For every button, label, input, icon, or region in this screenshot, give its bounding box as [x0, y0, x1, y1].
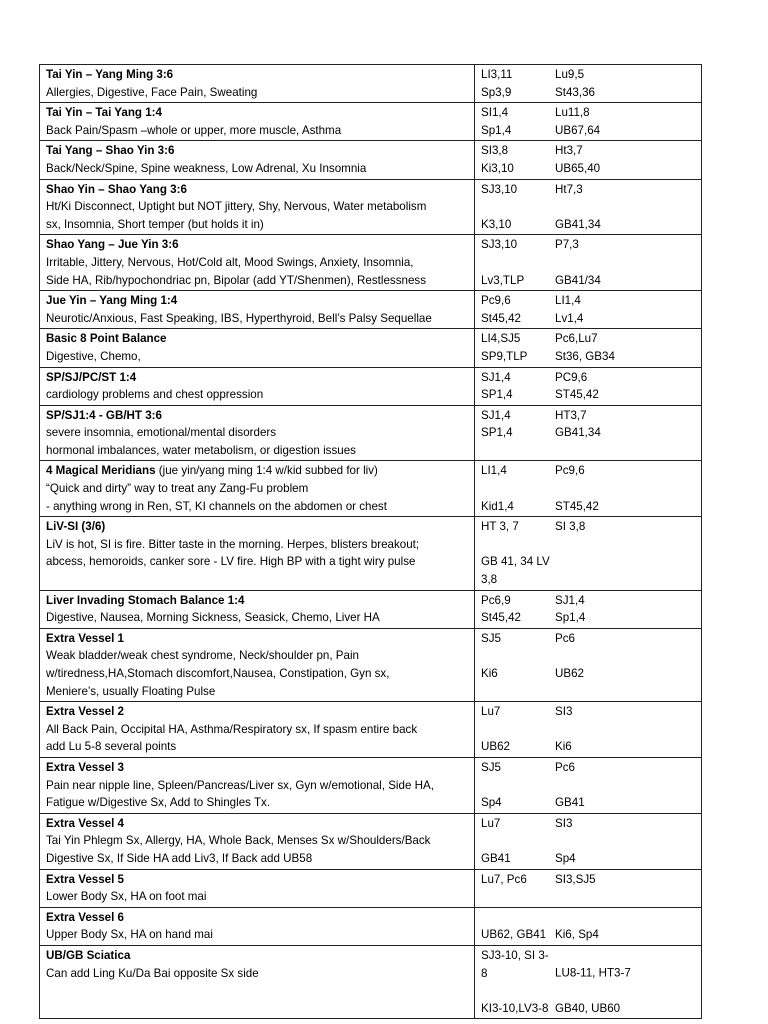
point-line: [481, 536, 696, 554]
acupoint-text: SJ5: [481, 631, 501, 645]
acupoint-text: GB41/34: [555, 273, 601, 287]
points-cell: [475, 291, 702, 329]
balance-title: [46, 592, 469, 610]
acupoint-text: Lu7, Pc6: [481, 872, 527, 886]
symptom-line: Fatigue w/Digestive Sx, Add to Shingles Tx.: [46, 796, 271, 810]
acupoint-text: Lu7: [481, 816, 501, 830]
points-cell: [475, 329, 702, 367]
symptom-line: Meniere’s, usually Floating Pulse: [46, 684, 216, 698]
table-row: [40, 141, 702, 179]
balance-name: Tai Yin – Yang Ming 3:6: [46, 68, 174, 81]
acupoint-text: SJ1,4: [481, 408, 511, 422]
acupoint-text: Pc9,6: [555, 464, 585, 478]
point-line: [481, 553, 696, 588]
point-line: [481, 424, 696, 442]
point-line: [481, 198, 696, 216]
acupoint-text: Ki6: [555, 740, 572, 754]
condition-cell: [40, 291, 475, 329]
balance-title: [46, 462, 469, 480]
balance-name: 4 Magical Meridians: [46, 464, 156, 478]
point-line: [481, 832, 696, 850]
acupoint-text: SJ1,4: [481, 370, 511, 384]
table-row: [40, 907, 702, 945]
symptom-line: Lower Body Sx, HA on foot mai: [46, 890, 207, 904]
point-line: [481, 609, 696, 627]
point-line: [481, 254, 696, 272]
point-line: [481, 592, 696, 610]
point-line: [481, 292, 696, 310]
points-cell: [475, 869, 702, 907]
condition-cell: [40, 103, 475, 141]
acupoint-text: SJ3,10: [481, 182, 518, 196]
acupoint-text: Pc6: [555, 760, 575, 774]
balance-title: [46, 104, 469, 122]
acupoint-text: LU8-11, HT3-7: [555, 966, 631, 980]
acupoint-text: SI3: [555, 705, 573, 719]
condition-cell: [40, 235, 475, 291]
table-row: [40, 945, 702, 1018]
acupoint-text: UB62: [555, 667, 585, 680]
table-row: [40, 103, 702, 141]
table-row: [40, 461, 702, 517]
point-line: [481, 1000, 696, 1018]
condition-cell: [40, 590, 475, 628]
acupoint-text: UB62, GB41: [481, 928, 547, 942]
acupoint-text: SP9,TLP: [481, 349, 528, 363]
table-row: [40, 517, 702, 590]
acupoint-text: St45,42: [481, 311, 521, 325]
condition-cell: [40, 141, 475, 179]
condition-cell: [40, 329, 475, 367]
symptom-line: All Back Pain, Occipital HA, Asthma/Respiratory sx, If spasm entire back: [46, 722, 418, 736]
balance-title: [46, 815, 469, 833]
points-cell: [475, 461, 702, 517]
condition-cell: [40, 65, 475, 103]
acupoint-text: GB41,34: [555, 426, 601, 440]
acupoint-text: ST45,42: [555, 499, 599, 513]
balance-name: Extra Vessel 2: [46, 705, 124, 719]
symptom-line: abcess, hemoroids, canker sore - LV fire. High BP with a tight wiry pulse: [46, 555, 416, 569]
point-line: [481, 871, 696, 889]
symptom-line: Ht/Ki Disconnect, Uptight but NOT jittery, Shy, Nervous, Water metabolism: [46, 200, 427, 214]
point-line: [481, 104, 696, 122]
point-line: [481, 160, 696, 178]
point-line: [481, 84, 696, 102]
point-line: [481, 216, 696, 234]
points-cell: [475, 945, 702, 1018]
points-cell: [475, 702, 702, 758]
balance-title: [46, 630, 469, 648]
acupoint-text: GB 41, 34 LV 3,8: [481, 555, 550, 587]
point-line: [481, 142, 696, 160]
symptom-line: Digestive, Chemo,: [46, 349, 141, 363]
balance-title: [46, 369, 469, 387]
symptom-line: - anything wrong in Ren, ST, KI channels on the abdomen or chest: [46, 499, 387, 513]
symptom-line: LiV is hot, SI is fire. Bitter taste in the morning. Herpes, blisters breakout;: [46, 537, 420, 551]
balance-name: Extra Vessel 5: [46, 872, 124, 886]
balance-name: UB/GB Sciatica: [46, 948, 131, 962]
balance-name: SP/SJ/PC/ST 1:4: [46, 370, 137, 384]
acupoint-text: K3,10: [481, 217, 512, 231]
symptom-line: sx, Insomnia, Short temper (but holds it in): [46, 217, 264, 231]
balance-title: [46, 330, 469, 348]
symptom-line: Tai Yin Phlegm Sx, Allergy, HA, Whole Back, Menses Sx w/Shoulders/Back: [46, 834, 431, 848]
acupoint-text: LI1,4: [481, 464, 507, 478]
point-line: [481, 369, 696, 387]
acupoint-text: St43,36: [555, 85, 595, 99]
symptom-line: Neurotic/Anxious, Fast Speaking, IBS, Hyperthyroid, Bell’s Palsy Sequellae: [46, 311, 432, 325]
acupoint-text: Sp1,4: [555, 611, 586, 625]
balance-name: LiV-SI (3/6): [46, 520, 106, 534]
balance-title: [46, 142, 469, 160]
points-cell: [475, 179, 702, 235]
point-line: [481, 815, 696, 833]
table-row: [40, 405, 702, 461]
acupoint-text: Ki3,10: [481, 161, 514, 175]
table-row: [40, 869, 702, 907]
points-cell: [475, 907, 702, 945]
points-cell: [475, 103, 702, 141]
balance-name: Tai Yang – Shao Yin 3:6: [46, 144, 175, 158]
point-line: [481, 982, 696, 1000]
acupoint-text: LI1,4: [555, 294, 581, 308]
balance-name: Shao Yin – Shao Yang 3:6: [46, 182, 187, 196]
symptom-line: hormonal imbalances, water metabolism, or digestion issues: [46, 443, 356, 457]
points-cell: [475, 141, 702, 179]
point-line: [481, 759, 696, 777]
acupoint-text: GB41,34: [555, 217, 601, 231]
symptom-line: Irritable, Jittery, Nervous, Hot/Cold alt, Mood Swings, Anxiety, Insomnia,: [46, 255, 414, 269]
point-line: [481, 909, 696, 927]
acupuncture-balance-table: [39, 64, 702, 1019]
acupoint-text: Ht7,3: [555, 182, 583, 196]
balance-name: Extra Vessel 3: [46, 760, 124, 774]
balance-title: [46, 871, 469, 889]
points-cell: [475, 235, 702, 291]
balance-title: [46, 181, 469, 199]
acupoint-text: SI3,8: [481, 144, 509, 158]
point-line: [481, 181, 696, 199]
point-line: [481, 630, 696, 648]
balance-name: Shao Yang – Jue Yin 3:6: [46, 238, 179, 252]
symptom-line: Upper Body Sx, HA on hand mai: [46, 928, 213, 942]
symptom-line: Can add Ling Ku/Da Bai opposite Sx side: [46, 966, 259, 980]
acupoint-text: HT 3, 7: [481, 520, 519, 534]
point-line: [481, 777, 696, 795]
point-line: [481, 518, 696, 536]
balance-title: [46, 759, 469, 777]
symptom-line: severe insomnia, emotional/mental disorders: [46, 426, 277, 440]
acupoint-text: Kid1,4: [481, 499, 514, 513]
point-line: [481, 236, 696, 254]
acupoint-text: SP1,4: [481, 426, 513, 440]
point-line: [481, 947, 696, 982]
balance-title: [46, 236, 469, 254]
balance-title: [46, 518, 469, 536]
points-cell: [475, 65, 702, 103]
acupoint-text: ST45,42: [555, 388, 599, 402]
point-line: [481, 738, 696, 756]
point-line: [481, 122, 696, 140]
acupoint-text: UB65,40: [555, 161, 601, 175]
balance-name: Liver Invading Stomach Balance 1:4: [46, 593, 245, 607]
point-line: [481, 647, 696, 665]
symptom-line: Pain near nipple line, Spleen/Pancreas/Liver sx, Gyn w/emotional, Side HA,: [46, 778, 434, 792]
symptom-line: “Quick and dirty” way to treat any Zang-Fu problem: [46, 482, 309, 496]
point-line: [481, 794, 696, 812]
points-cell: [475, 367, 702, 405]
acupoint-text: SI3: [555, 816, 573, 830]
acupoint-text: GB41: [555, 796, 585, 810]
point-line: [481, 498, 696, 516]
points-cell: [475, 628, 702, 701]
balance-name: Jue Yin – Yang Ming 1:4: [46, 294, 178, 308]
point-line: [481, 66, 696, 84]
point-line: [481, 272, 696, 290]
symptom-line: add Lu 5-8 several points: [46, 740, 177, 754]
point-line: [481, 310, 696, 328]
acupoint-text: SI3,SJ5: [555, 872, 596, 886]
balance-name: Extra Vessel 6: [46, 910, 124, 924]
symptom-line: Back/Neck/Spine, Spine weakness, Low Adrenal, Xu Insomnia: [46, 161, 367, 175]
acupoint-text: UB62: [481, 740, 511, 754]
condition-cell: [40, 702, 475, 758]
acupoint-text: Pc9,6: [481, 294, 511, 308]
table-row: [40, 235, 702, 291]
table-row: [40, 291, 702, 329]
table-row: [40, 179, 702, 235]
balance-title: [46, 947, 469, 965]
point-line: [481, 703, 696, 721]
acupoint-text: Pc6,9: [481, 593, 511, 607]
points-cell: [475, 517, 702, 590]
condition-cell: [40, 757, 475, 813]
acupoint-text: GB41: [481, 851, 511, 865]
acupoint-text: Sp1,4: [481, 123, 512, 137]
table-row: [40, 590, 702, 628]
condition-cell: [40, 367, 475, 405]
acupoint-text: KI3-10,LV3-8: [481, 1001, 549, 1015]
balance-title: [46, 292, 469, 310]
condition-cell: [40, 461, 475, 517]
acupoint-text: SJ3-10, SI 3-8: [481, 948, 549, 980]
acupoint-text: GB40, UB60: [555, 1001, 621, 1015]
points-cell: [475, 757, 702, 813]
table-row: [40, 757, 702, 813]
acupoint-text: Lu7: [481, 705, 501, 719]
balance-name: Basic 8 Point Balance: [46, 332, 167, 346]
point-line: [481, 480, 696, 498]
acupoint-text: Pc6: [555, 631, 575, 645]
table-row: [40, 702, 702, 758]
point-line: [481, 407, 696, 425]
balance-note: (jue yin/yang ming 1:4 w/kid subbed for liv): [158, 464, 378, 478]
condition-cell: [40, 869, 475, 907]
table-row: [40, 65, 702, 103]
symptom-line: w/tiredness,HA,Stomach discomfort,Nausea, Constipation, Gyn sx,: [46, 667, 390, 680]
condition-cell: [40, 907, 475, 945]
acupoint-text: Ki6: [481, 667, 498, 680]
point-line: [481, 850, 696, 868]
point-line: [481, 330, 696, 348]
acupoint-text: Pc6,Lu7: [555, 332, 598, 346]
symptom-line: Digestive Sx, If Side HA add Liv3, If Back add UB58: [46, 851, 313, 865]
table-row: [40, 813, 702, 869]
acupoint-text: Sp4: [555, 851, 576, 865]
symptom-line: Digestive, Nausea, Morning Sickness, Seasick, Chemo, Liver HA: [46, 611, 380, 625]
acupoint-text: Lv3,TLP: [481, 273, 525, 287]
table-row: [40, 367, 702, 405]
acupoint-text: SI 3,8: [555, 520, 586, 534]
acupoint-text: Lv1,4: [555, 311, 584, 325]
condition-cell: [40, 628, 475, 701]
acupoint-text: P7,3: [555, 238, 579, 252]
acupoint-text: SJ1,4: [555, 593, 585, 607]
acupoint-text: Sp4: [481, 796, 502, 810]
table-row: [40, 628, 702, 701]
acupoint-text: St36, GB34: [555, 349, 615, 363]
balance-title: [46, 407, 469, 425]
acupoint-text: LI4,SJ5: [481, 332, 521, 346]
table-row: [40, 329, 702, 367]
points-cell: [475, 813, 702, 869]
acupoint-text: LI3,11: [481, 68, 513, 81]
symptom-line: Allergies, Digestive, Face Pain, Sweating: [46, 85, 258, 99]
acupoint-text: SJ5: [481, 760, 501, 774]
acupoint-text: UB67,64: [555, 123, 601, 137]
balance-title: [46, 909, 469, 927]
condition-cell: [40, 813, 475, 869]
point-line: [481, 348, 696, 366]
acupoint-text: Ht3,7: [555, 144, 583, 158]
acupoint-text: St45,42: [481, 611, 521, 625]
symptom-line: Weak bladder/weak chest syndrome, Neck/shoulder pn, Pain: [46, 649, 359, 663]
symptom-line: Back Pain/Spasm –whole or upper, more muscle, Asthma: [46, 123, 342, 137]
condition-cell: [40, 945, 475, 1018]
condition-cell: [40, 179, 475, 235]
acupoint-text: SI1,4: [481, 106, 509, 120]
acupoint-text: SJ3,10: [481, 238, 518, 252]
acupoint-text: Sp3,9: [481, 85, 512, 99]
balance-title: [46, 66, 469, 84]
balance-name: Extra Vessel 1: [46, 631, 124, 645]
points-cell: [475, 405, 702, 461]
point-line: [481, 721, 696, 739]
acupoint-text: Lu11,8: [555, 106, 590, 120]
acupoint-text: SP1,4: [481, 388, 513, 402]
point-line: [481, 386, 696, 404]
condition-cell: [40, 405, 475, 461]
balance-name: Extra Vessel 4: [46, 816, 124, 830]
balance-name: SP/SJ1:4 - GB/HT 3:6: [46, 408, 162, 422]
balance-name: Tai Yin – Tai Yang 1:4: [46, 106, 162, 120]
points-cell: [475, 590, 702, 628]
symptom-line: cardiology problems and chest oppression: [46, 388, 264, 402]
balance-title: [46, 703, 469, 721]
acupoint-text: HT3,7: [555, 408, 587, 422]
acupoint-text: Lu9,5: [555, 68, 585, 81]
symptom-line: Side HA, Rib/hypochondriac pn, Bipolar (add YT/Shenmen), Restlessness: [46, 273, 427, 287]
acupoint-text: Ki6, Sp4: [555, 928, 599, 942]
acupoint-text: PC9,6: [555, 370, 588, 384]
point-line: [481, 462, 696, 480]
point-line: [481, 665, 696, 683]
point-line: [481, 926, 696, 944]
condition-cell: [40, 517, 475, 590]
